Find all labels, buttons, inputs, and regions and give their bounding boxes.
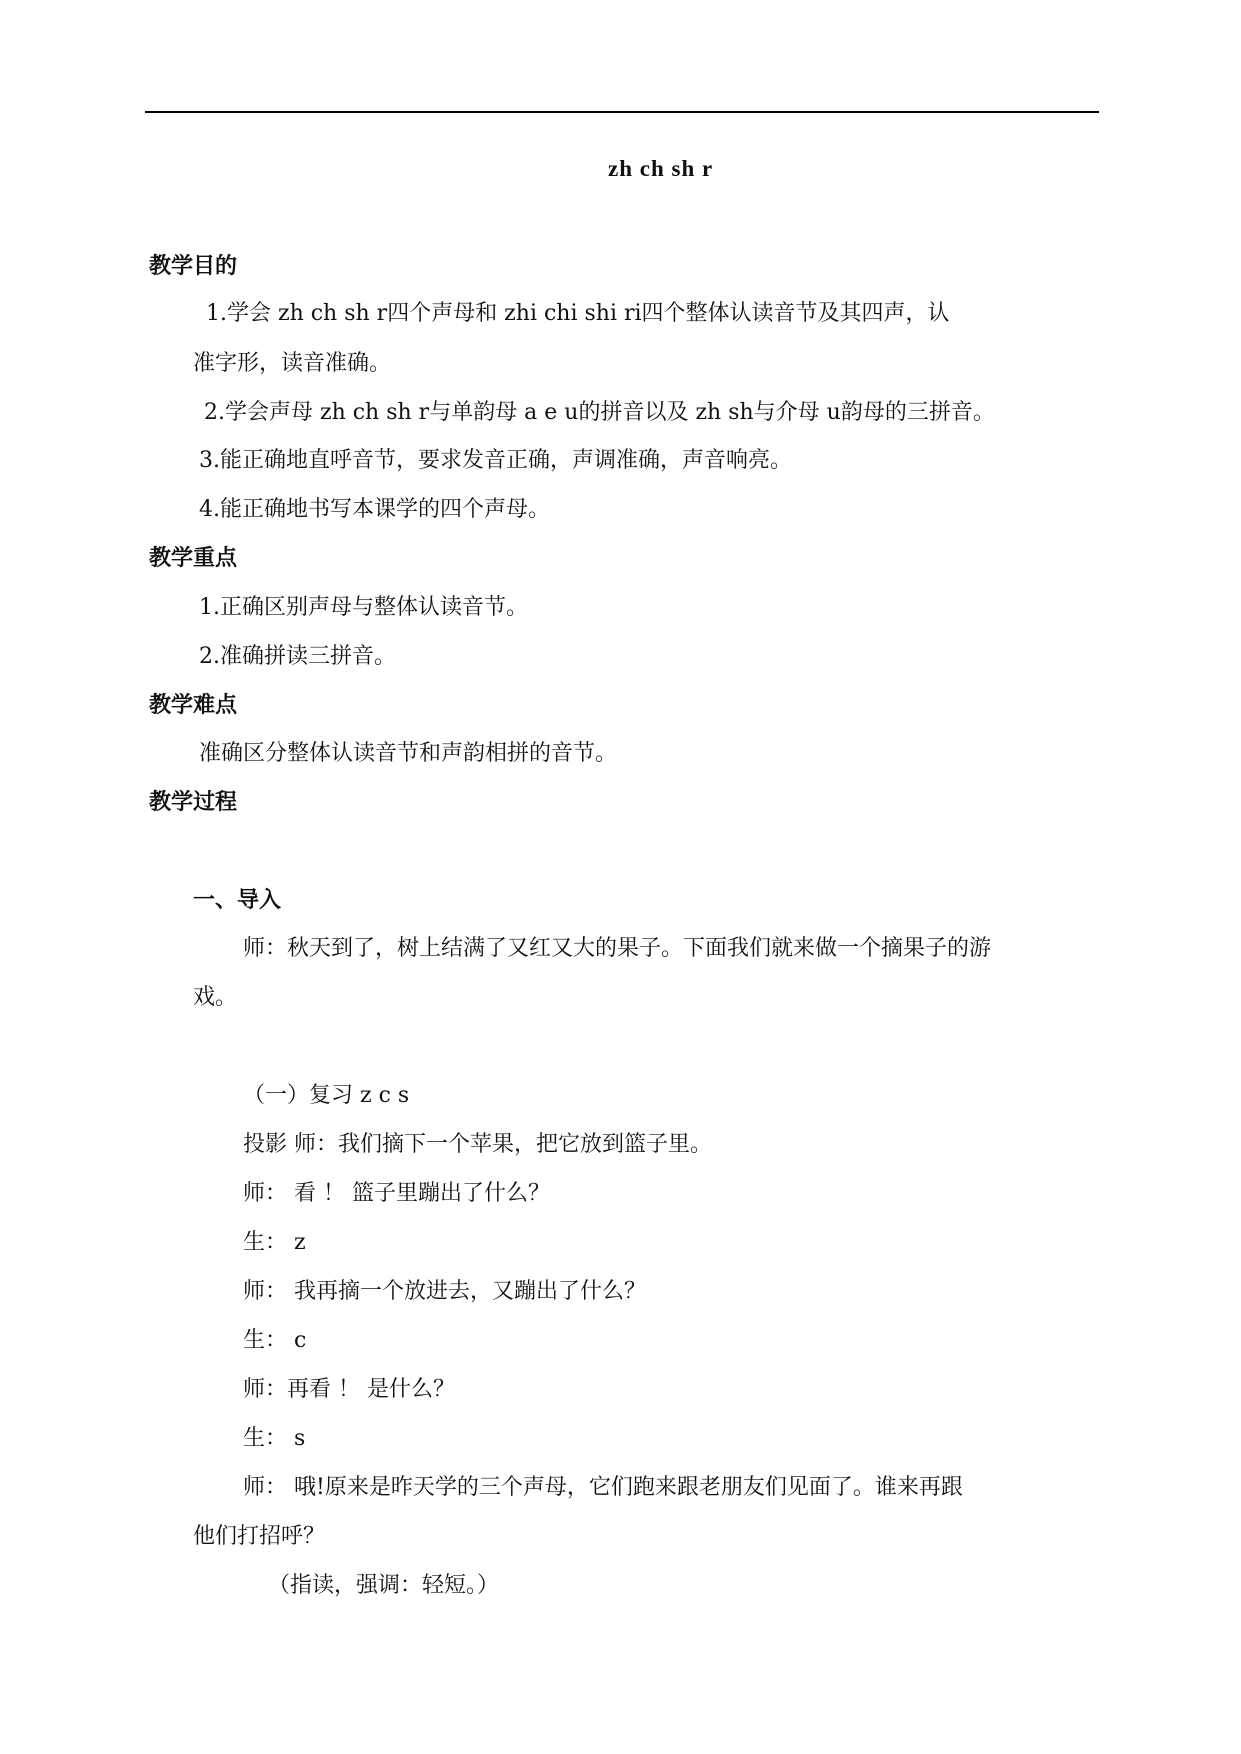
key-line: 2.准确拼读三拼音。 xyxy=(199,644,396,669)
dialogue-line: 师： 看 ！ 篮子里蹦出了什么？ xyxy=(243,1181,550,1206)
dialogue-line: 投影 师：我们摘下一个苹果，把它放到篮子里。 xyxy=(243,1132,712,1157)
page-title: zh ch sh r xyxy=(608,156,714,181)
dialogue-line: 师：再看 ！ 是什么？ xyxy=(243,1377,455,1402)
heading-goals: 教学目的 xyxy=(149,254,238,279)
dialogue-line: 他们打招呼？ xyxy=(193,1524,326,1549)
dialogue-line: 生： s xyxy=(243,1426,306,1451)
dialogue-line: （指读，强调：轻短。） xyxy=(268,1573,500,1598)
goal-line: 3.能正确地直呼音节，要求发音正确，声调准确，声音响亮。 xyxy=(199,448,792,473)
part1-heading: 一、导入 xyxy=(193,888,282,913)
sub1-heading: （一）复习 z c s xyxy=(243,1083,410,1108)
key-line: 1.正确区别声母与整体认读音节。 xyxy=(199,595,528,620)
intro-line: 戏。 xyxy=(193,985,238,1010)
dialogue-line: 师： 哦!原来是昨天学的三个声母，它们跑来跟老朋友们见面了。谁来再跟 xyxy=(243,1475,963,1500)
goal-line: 准字形，读音准确。 xyxy=(193,351,392,376)
goal-line: 4.能正确地书写本课学的四个声母。 xyxy=(199,497,550,522)
dialogue-line: 生： c xyxy=(243,1328,307,1353)
heading-key: 教学重点 xyxy=(149,546,238,571)
difficulty-line: 准确区分整体认读音节和声韵相拼的音节。 xyxy=(199,741,618,766)
intro-line: 师：秋天到了，树上结满了又红又大的果子。下面我们就来做一个摘果子的游 xyxy=(243,936,992,961)
heading-process: 教学过程 xyxy=(149,790,238,815)
dialogue-line: 生： z xyxy=(243,1230,306,1255)
header-rule xyxy=(145,111,1099,113)
goal-line: 2.学会声母 zh ch sh r与单韵母 a e u的拼音以及 zh sh与介母 u韵母的三拼音。 xyxy=(204,400,995,425)
heading-difficulty: 教学难点 xyxy=(149,693,238,718)
dialogue-line: 师： 我再摘一个放进去，又蹦出了什么？ xyxy=(243,1279,646,1304)
goal-line: 1.学会 zh ch sh r四个声母和 zhi chi shi ri四个整体认读音节及其四声，认 xyxy=(206,301,950,326)
